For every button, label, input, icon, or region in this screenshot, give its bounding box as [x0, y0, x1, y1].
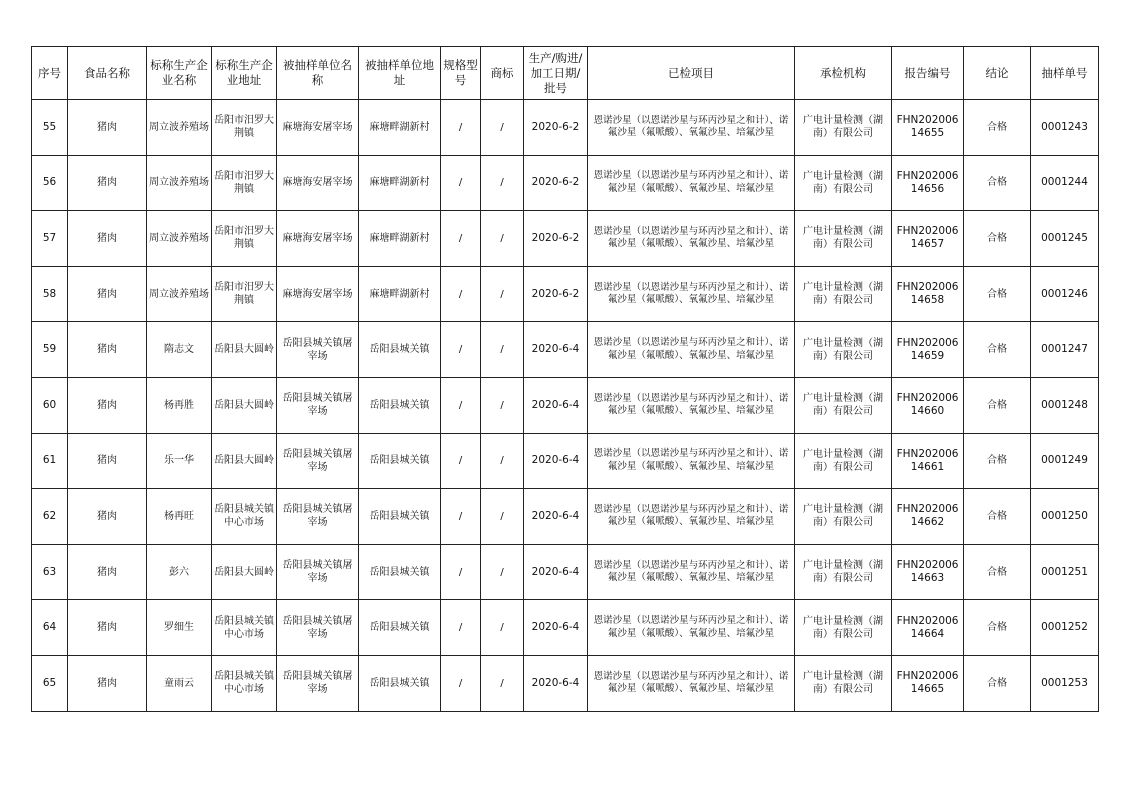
- cell-result: 合格: [964, 544, 1031, 600]
- cell-brand: /: [481, 544, 524, 600]
- cell-no: 58: [32, 266, 68, 322]
- cell-result: 合格: [964, 211, 1031, 267]
- cell-producer: 童雨云: [147, 655, 212, 711]
- cell-spec: /: [441, 489, 481, 545]
- cell-sampled-unit: 麻塘海安屠宰场: [277, 155, 359, 211]
- cell-producer: 周立波养殖场: [147, 100, 212, 156]
- cell-lab: 广电计量检测（湖南）有限公司: [795, 433, 892, 489]
- cell-producer-addr: 岳阳县大圆岭: [212, 544, 277, 600]
- cell-lab: 广电计量检测（湖南）有限公司: [795, 600, 892, 656]
- cell-date: 2020-6-4: [524, 544, 588, 600]
- header-row: [32, 47, 1099, 100]
- cell-sampled-addr: 麻塘畔湖新村: [359, 155, 441, 211]
- cell-items: 恩诺沙星（以恩诺沙星与环丙沙星之和计）、诺氟沙星（氟哌酸）、氧氟沙星、培氟沙星: [588, 322, 795, 378]
- table-row: [32, 600, 1099, 656]
- cell-sampled-unit: 岳阳县城关镇屠宰场: [277, 544, 359, 600]
- cell-spec: /: [441, 266, 481, 322]
- cell-result: 合格: [964, 266, 1031, 322]
- table-row: [32, 155, 1099, 211]
- cell-spec: /: [441, 433, 481, 489]
- cell-result: 合格: [964, 100, 1031, 156]
- cell-items: 恩诺沙星（以恩诺沙星与环丙沙星之和计）、诺氟沙星（氟哌酸）、氧氟沙星、培氟沙星: [588, 100, 795, 156]
- cell-no: 57: [32, 211, 68, 267]
- cell-sample-no: 0001244: [1031, 155, 1099, 211]
- cell-producer-addr: 岳阳市汨罗大荆镇: [212, 211, 277, 267]
- cell-food: 猪肉: [68, 655, 147, 711]
- header-spec: 规格型号: [441, 47, 481, 100]
- cell-lab: 广电计量检测（湖南）有限公司: [795, 377, 892, 433]
- table-row: [32, 544, 1099, 600]
- cell-date: 2020-6-2: [524, 155, 588, 211]
- cell-producer-addr: 岳阳县大圆岭: [212, 377, 277, 433]
- cell-brand: /: [481, 489, 524, 545]
- cell-sample-no: 0001250: [1031, 489, 1099, 545]
- cell-no: 63: [32, 544, 68, 600]
- cell-sampled-unit: 麻塘海安屠宰场: [277, 211, 359, 267]
- cell-date: 2020-6-4: [524, 377, 588, 433]
- cell-sampled-unit: 岳阳县城关镇屠宰场: [277, 433, 359, 489]
- cell-sample-no: 0001246: [1031, 266, 1099, 322]
- table-body: [32, 100, 1099, 712]
- table-row: [32, 266, 1099, 322]
- header-sample-no: 抽样单号: [1031, 47, 1099, 100]
- cell-food: 猪肉: [68, 100, 147, 156]
- cell-report: FHN20200614660: [892, 377, 964, 433]
- cell-producer: 杨再胜: [147, 377, 212, 433]
- cell-no: 61: [32, 433, 68, 489]
- cell-brand: /: [481, 655, 524, 711]
- cell-sample-no: 0001245: [1031, 211, 1099, 267]
- cell-brand: /: [481, 377, 524, 433]
- cell-items: 恩诺沙星（以恩诺沙星与环丙沙星之和计）、诺氟沙星（氟哌酸）、氧氟沙星、培氟沙星: [588, 266, 795, 322]
- cell-items: 恩诺沙星（以恩诺沙星与环丙沙星之和计）、诺氟沙星（氟哌酸）、氧氟沙星、培氟沙星: [588, 433, 795, 489]
- header-testing-lab: 承检机构: [795, 47, 892, 100]
- cell-report: FHN20200614665: [892, 655, 964, 711]
- cell-food: 猪肉: [68, 266, 147, 322]
- cell-food: 猪肉: [68, 322, 147, 378]
- cell-brand: /: [481, 211, 524, 267]
- cell-items: 恩诺沙星（以恩诺沙星与环丙沙星之和计）、诺氟沙星（氟哌酸）、氧氟沙星、培氟沙星: [588, 489, 795, 545]
- cell-brand: /: [481, 600, 524, 656]
- header-tested-items: 已检项目: [588, 47, 795, 100]
- table-row: [32, 211, 1099, 267]
- cell-food: 猪肉: [68, 211, 147, 267]
- table-row: [32, 377, 1099, 433]
- cell-no: 59: [32, 322, 68, 378]
- cell-lab: 广电计量检测（湖南）有限公司: [795, 266, 892, 322]
- cell-report: FHN20200614661: [892, 433, 964, 489]
- sampling-results-table: [31, 46, 1099, 712]
- cell-sampled-addr: 岳阳县城关镇: [359, 433, 441, 489]
- cell-items: 恩诺沙星（以恩诺沙星与环丙沙星之和计）、诺氟沙星（氟哌酸）、氧氟沙星、培氟沙星: [588, 377, 795, 433]
- cell-report: FHN20200614662: [892, 489, 964, 545]
- cell-sampled-unit: 岳阳县城关镇屠宰场: [277, 322, 359, 378]
- cell-sampled-unit: 岳阳县城关镇屠宰场: [277, 655, 359, 711]
- cell-producer: 彭六: [147, 544, 212, 600]
- cell-lab: 广电计量检测（湖南）有限公司: [795, 211, 892, 267]
- cell-sample-no: 0001247: [1031, 322, 1099, 378]
- header-no: 序号: [32, 47, 68, 100]
- cell-report: FHN20200614658: [892, 266, 964, 322]
- cell-items: 恩诺沙星（以恩诺沙星与环丙沙星之和计）、诺氟沙星（氟哌酸）、氧氟沙星、培氟沙星: [588, 655, 795, 711]
- cell-no: 56: [32, 155, 68, 211]
- cell-producer-addr: 岳阳市汨罗大荆镇: [212, 155, 277, 211]
- cell-no: 60: [32, 377, 68, 433]
- cell-date: 2020-6-4: [524, 655, 588, 711]
- cell-sampled-addr: 麻塘畔湖新村: [359, 266, 441, 322]
- header-date: 生产/购进/加工日期/批号: [524, 47, 588, 100]
- cell-report: FHN20200614657: [892, 211, 964, 267]
- cell-no: 55: [32, 100, 68, 156]
- table-row: [32, 433, 1099, 489]
- cell-result: 合格: [964, 322, 1031, 378]
- cell-sample-no: 0001249: [1031, 433, 1099, 489]
- cell-sampled-unit: 麻塘海安屠宰场: [277, 100, 359, 156]
- header-sampled-unit: 被抽样单位名称: [277, 47, 359, 100]
- cell-no: 62: [32, 489, 68, 545]
- cell-lab: 广电计量检测（湖南）有限公司: [795, 100, 892, 156]
- cell-producer-addr: 岳阳县城关镇中心市场: [212, 655, 277, 711]
- cell-lab: 广电计量检测（湖南）有限公司: [795, 155, 892, 211]
- cell-items: 恩诺沙星（以恩诺沙星与环丙沙星之和计）、诺氟沙星（氟哌酸）、氧氟沙星、培氟沙星: [588, 211, 795, 267]
- cell-brand: /: [481, 100, 524, 156]
- cell-date: 2020-6-4: [524, 433, 588, 489]
- cell-result: 合格: [964, 377, 1031, 433]
- cell-brand: /: [481, 266, 524, 322]
- cell-report: FHN20200614659: [892, 322, 964, 378]
- table-header: [32, 47, 1099, 100]
- cell-sample-no: 0001251: [1031, 544, 1099, 600]
- cell-items: 恩诺沙星（以恩诺沙星与环丙沙星之和计）、诺氟沙星（氟哌酸）、氧氟沙星、培氟沙星: [588, 600, 795, 656]
- cell-producer-addr: 岳阳市汨罗大荆镇: [212, 100, 277, 156]
- cell-result: 合格: [964, 489, 1031, 545]
- cell-result: 合格: [964, 433, 1031, 489]
- cell-report: FHN20200614656: [892, 155, 964, 211]
- cell-food: 猪肉: [68, 377, 147, 433]
- table-row: [32, 655, 1099, 711]
- cell-producer: 乐一华: [147, 433, 212, 489]
- header-brand: 商标: [481, 47, 524, 100]
- cell-sampled-unit: 岳阳县城关镇屠宰场: [277, 600, 359, 656]
- cell-no: 65: [32, 655, 68, 711]
- table-row: [32, 322, 1099, 378]
- header-producer-address: 标称生产企业地址: [212, 47, 277, 100]
- cell-spec: /: [441, 655, 481, 711]
- cell-date: 2020-6-4: [524, 600, 588, 656]
- cell-spec: /: [441, 100, 481, 156]
- cell-producer: 周立波养殖场: [147, 211, 212, 267]
- cell-producer: 周立波养殖场: [147, 266, 212, 322]
- cell-producer-addr: 岳阳市汨罗大荆镇: [212, 266, 277, 322]
- cell-lab: 广电计量检测（湖南）有限公司: [795, 322, 892, 378]
- cell-no: 64: [32, 600, 68, 656]
- cell-sampled-unit: 岳阳县城关镇屠宰场: [277, 489, 359, 545]
- cell-result: 合格: [964, 155, 1031, 211]
- cell-date: 2020-6-2: [524, 211, 588, 267]
- cell-food: 猪肉: [68, 600, 147, 656]
- cell-result: 合格: [964, 655, 1031, 711]
- cell-sampled-unit: 岳阳县城关镇屠宰场: [277, 377, 359, 433]
- cell-sampled-addr: 岳阳县城关镇: [359, 655, 441, 711]
- cell-result: 合格: [964, 600, 1031, 656]
- cell-lab: 广电计量检测（湖南）有限公司: [795, 655, 892, 711]
- cell-lab: 广电计量检测（湖南）有限公司: [795, 489, 892, 545]
- cell-food: 猪肉: [68, 544, 147, 600]
- cell-brand: /: [481, 433, 524, 489]
- header-result: 结论: [964, 47, 1031, 100]
- cell-report: FHN20200614664: [892, 600, 964, 656]
- cell-producer-addr: 岳阳县城关镇中心市场: [212, 489, 277, 545]
- cell-sample-no: 0001248: [1031, 377, 1099, 433]
- cell-sampled-addr: 麻塘畔湖新村: [359, 211, 441, 267]
- cell-date: 2020-6-2: [524, 266, 588, 322]
- cell-sample-no: 0001253: [1031, 655, 1099, 711]
- cell-report: FHN20200614655: [892, 100, 964, 156]
- table-row: [32, 100, 1099, 156]
- header-food-name: 食品名称: [68, 47, 147, 100]
- table-row: [32, 489, 1099, 545]
- cell-items: 恩诺沙星（以恩诺沙星与环丙沙星之和计）、诺氟沙星（氟哌酸）、氧氟沙星、培氟沙星: [588, 155, 795, 211]
- cell-sample-no: 0001243: [1031, 100, 1099, 156]
- cell-producer: 周立波养殖场: [147, 155, 212, 211]
- header-producer-name: 标称生产企业名称: [147, 47, 212, 100]
- cell-spec: /: [441, 211, 481, 267]
- cell-sample-no: 0001252: [1031, 600, 1099, 656]
- cell-producer: 隋志文: [147, 322, 212, 378]
- cell-items: 恩诺沙星（以恩诺沙星与环丙沙星之和计）、诺氟沙星（氟哌酸）、氧氟沙星、培氟沙星: [588, 544, 795, 600]
- cell-brand: /: [481, 322, 524, 378]
- cell-date: 2020-6-4: [524, 322, 588, 378]
- header-sampled-address: 被抽样单位地址: [359, 47, 441, 100]
- cell-sampled-addr: 岳阳县城关镇: [359, 489, 441, 545]
- cell-date: 2020-6-4: [524, 489, 588, 545]
- cell-spec: /: [441, 322, 481, 378]
- cell-report: FHN20200614663: [892, 544, 964, 600]
- cell-producer-addr: 岳阳县大圆岭: [212, 433, 277, 489]
- cell-spec: /: [441, 600, 481, 656]
- cell-date: 2020-6-2: [524, 100, 588, 156]
- cell-sampled-unit: 麻塘海安屠宰场: [277, 266, 359, 322]
- cell-food: 猪肉: [68, 155, 147, 211]
- cell-food: 猪肉: [68, 489, 147, 545]
- cell-food: 猪肉: [68, 433, 147, 489]
- cell-brand: /: [481, 155, 524, 211]
- cell-spec: /: [441, 377, 481, 433]
- cell-sampled-addr: 岳阳县城关镇: [359, 600, 441, 656]
- cell-producer: 杨再旺: [147, 489, 212, 545]
- cell-sampled-addr: 岳阳县城关镇: [359, 322, 441, 378]
- cell-sampled-addr: 麻塘畔湖新村: [359, 100, 441, 156]
- header-report-no: 报告编号: [892, 47, 964, 100]
- cell-producer-addr: 岳阳县城关镇中心市场: [212, 600, 277, 656]
- cell-spec: /: [441, 544, 481, 600]
- cell-lab: 广电计量检测（湖南）有限公司: [795, 544, 892, 600]
- cell-producer: 罗细生: [147, 600, 212, 656]
- cell-spec: /: [441, 155, 481, 211]
- cell-sampled-addr: 岳阳县城关镇: [359, 377, 441, 433]
- cell-sampled-addr: 岳阳县城关镇: [359, 544, 441, 600]
- cell-producer-addr: 岳阳县大圆岭: [212, 322, 277, 378]
